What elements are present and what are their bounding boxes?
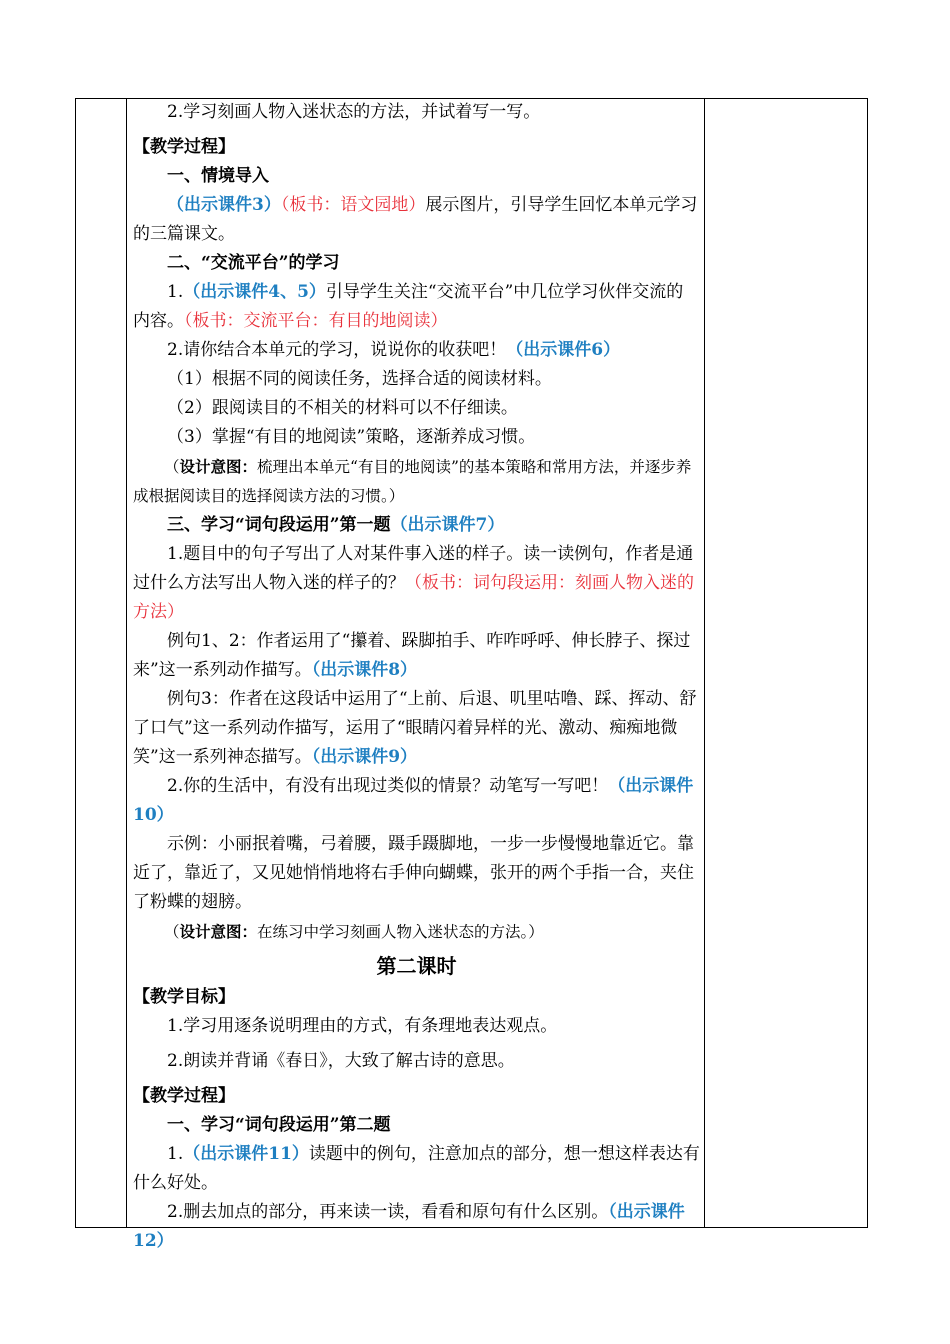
text-run: 例句3：作者在这段话中运用了“上前、后退、叽里咕噜、踩、挥动、舒了口气”这一系列动作描写，运用了“眼睛闪着异样的光、激动、痴痴地微笑”这一系列神态描写。 (133, 689, 697, 767)
text-run: 一、情境导入 (167, 166, 269, 186)
text-run: 读题中的例句，注意加点的部分，想一想这样表达有什么好处。 (133, 1144, 700, 1193)
paragraph (133, 830, 700, 917)
subsection-heading (133, 511, 700, 540)
text-run: 1.学习用逐条说明理由的方式，有条理地表达观点。 (167, 1016, 558, 1036)
courseware-cue: （出示课件6） (506, 340, 621, 360)
paragraph (133, 423, 700, 452)
blackboard-note: （板书：语文园地） (280, 195, 426, 215)
paragraph (133, 1047, 700, 1076)
text-run: 2.你的生活中，有没有出现过类似的情景？动笔写一写吧！ (167, 776, 609, 796)
courseware-cue: （出示课件7） (390, 515, 505, 535)
blackboard-note: （板书：交流平台：有目的地阅读） (184, 311, 448, 331)
text-run: 1. (167, 282, 184, 302)
courseware-cue: （出示课件9） (311, 747, 418, 767)
paragraph (133, 1012, 700, 1041)
section-heading (133, 983, 700, 1012)
courseware-cue: （出示课件8） (311, 660, 418, 680)
section-heading (133, 133, 700, 162)
courseware-cue: （出示课件12） (133, 1202, 685, 1251)
text-run: 1.题目中的句子写出了人对某件事入迷的样子。读一读例句，作者是通过什么方法写出人物入迷的样子的？ (133, 544, 694, 593)
paragraph (133, 394, 700, 423)
text-run: 【教学目标】 (133, 987, 235, 1007)
text-run: 2.请你结合本单元的学习，说说你的收获吧！ (167, 340, 507, 360)
text-run: 设计意图： (179, 922, 258, 941)
text-run: 例句1、2：作者运用了“攥着、跺脚拍手、咋咋呼呼、伸长脖子、探过来”这一系列动作描写。 (133, 631, 691, 680)
paragraph (133, 278, 700, 336)
paragraph (133, 191, 700, 249)
text-run: 二、“交流平台”的学习 (167, 253, 340, 273)
courseware-cue: （出示课件10） (133, 776, 694, 825)
lesson-plan-content (133, 98, 700, 1256)
lesson-title (133, 949, 700, 983)
text-run: （2）跟阅读目的不相关的材料可以不仔细读。 (167, 398, 518, 418)
paragraph (133, 685, 700, 772)
subsection-heading (133, 249, 700, 278)
text-run: 设计意图： (179, 457, 258, 476)
text-run: 1. (167, 1144, 184, 1164)
paragraph (133, 772, 700, 830)
column-divider-left (126, 99, 127, 1227)
courseware-cue: （出示课件11） (183, 1144, 309, 1164)
subsection-heading (133, 1111, 700, 1140)
text-run: 2.朗读并背诵《春日》，大致了解古诗的意思。 (167, 1051, 515, 1071)
design-intent-note (133, 917, 700, 947)
text-run: 展示图片，引导学生回忆本单元学习的三篇课文。 (133, 195, 698, 244)
subsection-heading (133, 162, 700, 191)
text-run: 【教学过程】 (133, 137, 235, 157)
text-run: 一、学习“词句段运用”第二题 (167, 1115, 391, 1135)
text-run: （1）根据不同的阅读任务，选择合适的阅读材料。 (167, 369, 552, 389)
courseware-cue: （出示课件4、5） (183, 282, 326, 302)
blackboard-note: （板书：词句段运用：刻画人物入迷的方法） (133, 573, 694, 622)
design-intent-note (133, 452, 700, 511)
text-run: 第二课时 (376, 954, 457, 978)
section-heading (133, 1082, 700, 1111)
paragraph (133, 336, 700, 365)
text-run: （ (164, 923, 180, 941)
text-run: 梳理出本单元“有目的地阅读”的基本策略和常用方法，并逐步养成根据阅读目的选择阅读方法的习惯。） (133, 458, 692, 505)
paragraph (133, 540, 700, 627)
paragraph (133, 98, 700, 127)
text-run: 2.删去加点的部分，再来读一读，看看和原句有什么区别。 (167, 1202, 609, 1222)
text-run: 引导学生关注“交流平台”中几位学习伙伴交流的内容。 (133, 282, 684, 331)
text-run: 2.学习刻画人物入迷状态的方法，并试着写一写。 (167, 102, 541, 122)
text-run: 示例：小丽抿着嘴，弓着腰，蹑手蹑脚地，一步一步慢慢地靠近它。靠近了，靠近了，又见她悄悄地将右手伸向蝴蝶，张开的两个手指一合，夹住了粉蝶的翅膀。 (133, 834, 694, 912)
text-run: 在练习中学习刻画人物入迷状态的方法。） (257, 923, 544, 941)
paragraph (133, 365, 700, 394)
paragraph (133, 1140, 700, 1198)
text-run: 【教学过程】 (133, 1086, 235, 1106)
text-run: （ (164, 458, 180, 476)
text-run: 三、学习“词句段运用”第一题 (167, 515, 391, 535)
text-run: （3）掌握“有目的地阅读”策略，逐渐养成习惯。 (167, 427, 536, 447)
paragraph (133, 627, 700, 685)
courseware-cue: （出示课件3） (167, 195, 281, 215)
paragraph (133, 1198, 700, 1256)
column-divider-right (704, 99, 705, 1227)
